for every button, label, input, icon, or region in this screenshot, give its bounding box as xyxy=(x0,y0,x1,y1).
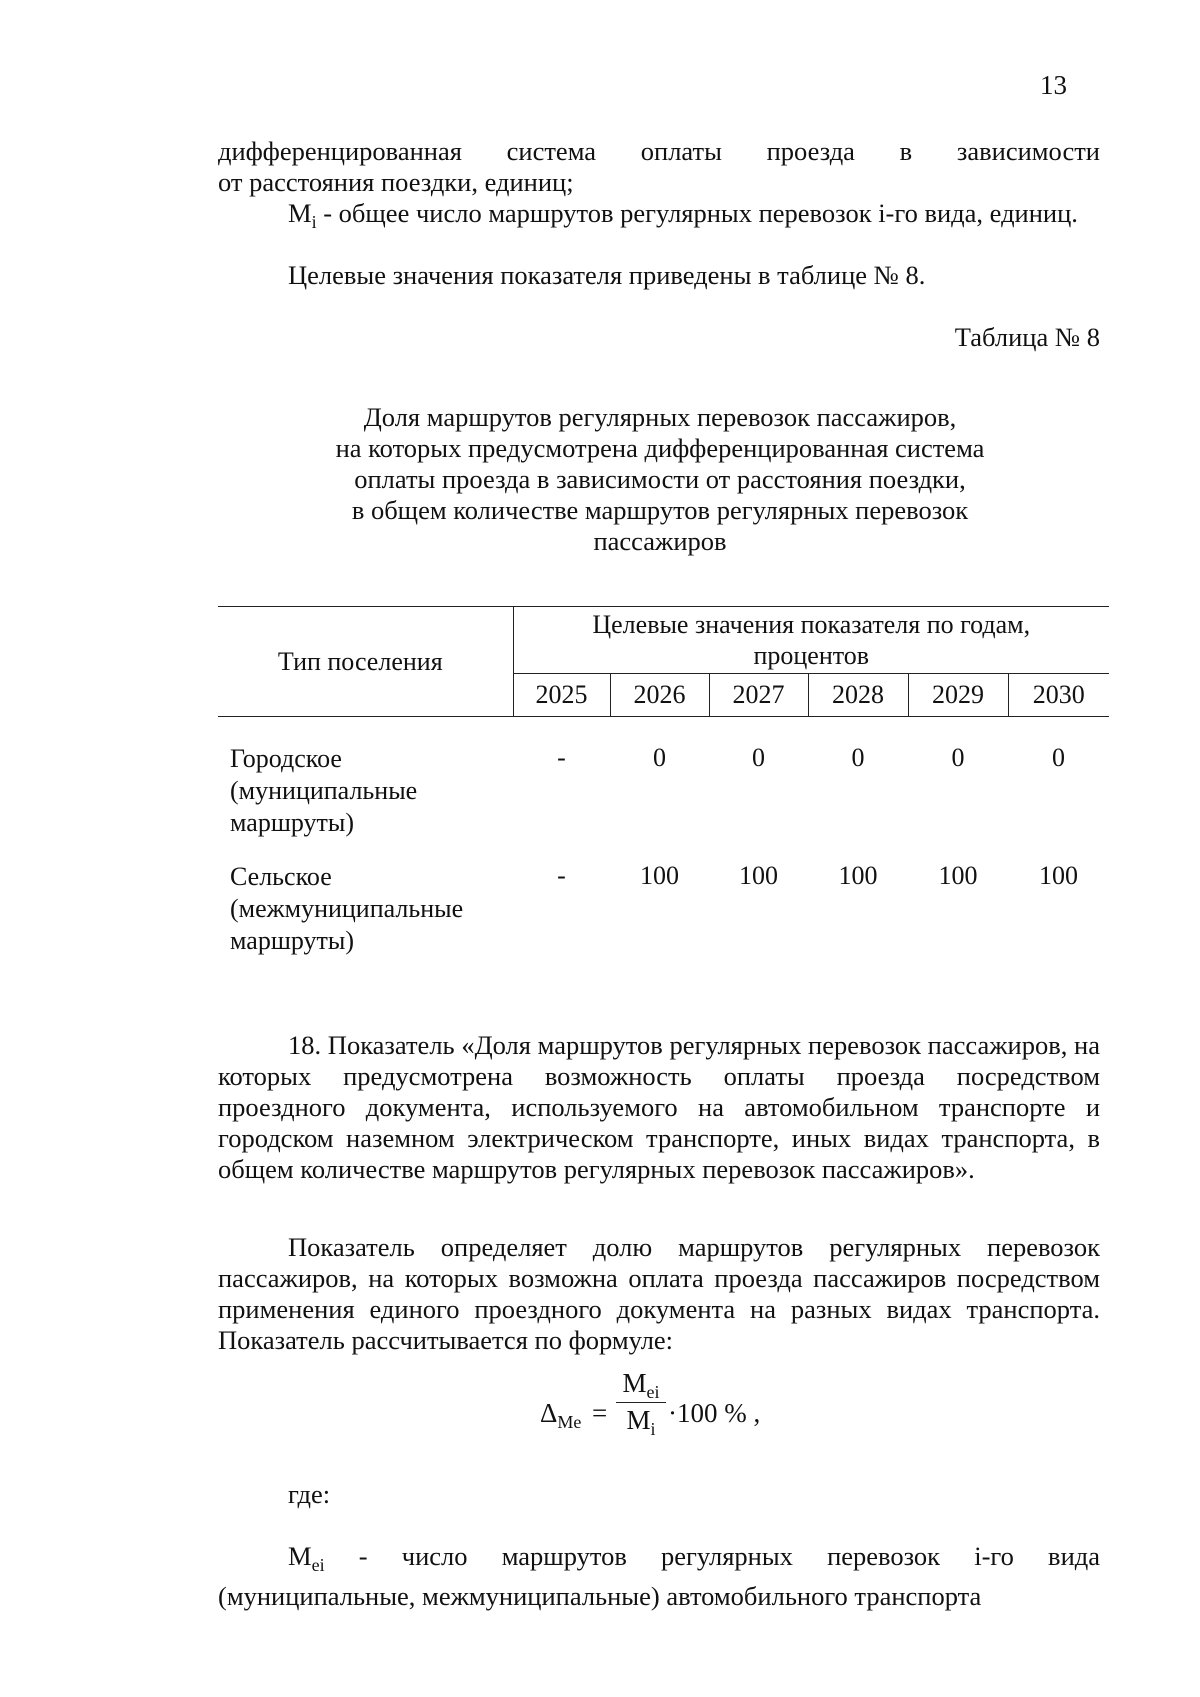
year-header: 2029 xyxy=(908,674,1008,717)
target-values-table xyxy=(218,606,1109,957)
table-cell: 100 xyxy=(838,861,878,890)
year-header: 2030 xyxy=(1008,674,1109,717)
paragraph-indicator-18: 18. Показатель «Доля маршрутов регулярных перевозок пассажиров, на которых предусмотрена возможность оплаты проезда посредством проездного документа, используемого на автомобильном транспорте и городском наземном электрическом транспорте, иных видах транспорта, в общем количестве маршрутов регулярных перевозок пассажиров». xyxy=(218,1030,1100,1184)
variable-symbol: M xyxy=(288,1541,312,1571)
definition-mei xyxy=(218,1541,1100,1612)
table-title xyxy=(260,402,1060,557)
table-label: Таблица № 8 xyxy=(954,322,1100,352)
paragraph-target-values: Целевые значения показателя приведены в таблице № 8. xyxy=(288,260,926,290)
table-row xyxy=(218,839,1109,957)
denominator-subscript: i xyxy=(650,1419,656,1439)
variable-symbol: M xyxy=(288,198,312,228)
formula xyxy=(540,1368,860,1448)
table-cell: 0 xyxy=(1052,743,1065,772)
year-header: 2026 xyxy=(610,674,709,717)
variable-subscript: i xyxy=(311,212,317,232)
equals-sign: = xyxy=(592,1398,608,1428)
denominator-symbol: M xyxy=(626,1405,651,1435)
formula-multiplier: ·100 % , xyxy=(668,1398,761,1428)
title-line: оплаты проезда в зависимости от расстояния поездки, xyxy=(354,464,966,494)
year-header: 2028 xyxy=(808,674,908,717)
delta-subscript: Me xyxy=(557,1412,582,1432)
page-number: 13 xyxy=(1040,70,1067,100)
denominator xyxy=(616,1405,666,1440)
numerator-symbol: M xyxy=(622,1368,647,1398)
formula-fraction xyxy=(616,1368,666,1440)
word: дифференцированная xyxy=(218,136,462,166)
delta-symbol: Δ xyxy=(540,1398,558,1428)
table-cell: 100 xyxy=(1039,861,1078,890)
table-row xyxy=(218,717,1109,840)
table-cell: 100 xyxy=(938,861,978,890)
paragraph-indicator-description: Показатель определяет долю маршрутов регулярных перевозок пассажиров, на которых возможна оплата проезда пассажиров посредством применения единого проездного документа на разных видах транспорта. Показатель рассчитывается по формуле: xyxy=(218,1232,1100,1355)
word: зависимости xyxy=(956,136,1100,166)
definition-text: - общее число маршрутов регулярных перевозок i-го вида, единиц. xyxy=(316,198,1078,228)
word: система xyxy=(506,136,597,166)
row-label-urban: Городское (муниципальные маршруты) xyxy=(230,744,418,837)
table-cell: 0 xyxy=(752,743,765,772)
table-cell: 100 xyxy=(640,861,679,890)
table-header-row xyxy=(218,607,1109,674)
numerator xyxy=(616,1368,666,1402)
where-label: где: xyxy=(288,1479,331,1509)
word: проезда xyxy=(766,136,855,166)
word: в xyxy=(899,136,913,166)
title-line: пассажиров xyxy=(593,526,727,556)
header-settlement-type: Тип поселения xyxy=(218,607,513,717)
table-cell: 100 xyxy=(739,861,778,890)
row-label-rural: Сельское (межмуниципальные маршруты) xyxy=(230,862,464,955)
numerator-subscript: ei xyxy=(646,1382,660,1402)
paragraph-continuation xyxy=(218,136,1100,198)
title-line: на которых предусмотрена дифференцированная система xyxy=(335,433,985,463)
year-header: 2027 xyxy=(709,674,808,717)
year-header: 2025 xyxy=(513,674,610,717)
header-target-values: Целевые значения показателя по годам, процентов xyxy=(513,607,1109,674)
justified-line xyxy=(218,136,1100,167)
definition-text: - число маршрутов регулярных перевозок i-го вида (муниципальные, межмуниципальные) автомобильного транспорта xyxy=(218,1541,1100,1611)
table-cell: - xyxy=(557,743,566,772)
table-cell: - xyxy=(557,861,566,890)
table-cell: 0 xyxy=(951,743,965,772)
text-line: от расстояния поездки, единиц; xyxy=(218,167,574,197)
table-cell: 0 xyxy=(851,743,865,772)
word: оплаты xyxy=(640,136,722,166)
definition-mi xyxy=(218,198,1100,238)
title-line: Доля маршрутов регулярных перевозок пассажиров, xyxy=(363,402,957,432)
variable-subscript: ei xyxy=(311,1555,325,1575)
title-line: в общем количестве маршрутов регулярных перевозок xyxy=(351,495,969,525)
table-cell: 0 xyxy=(653,743,666,772)
formula-lhs xyxy=(540,1398,581,1433)
